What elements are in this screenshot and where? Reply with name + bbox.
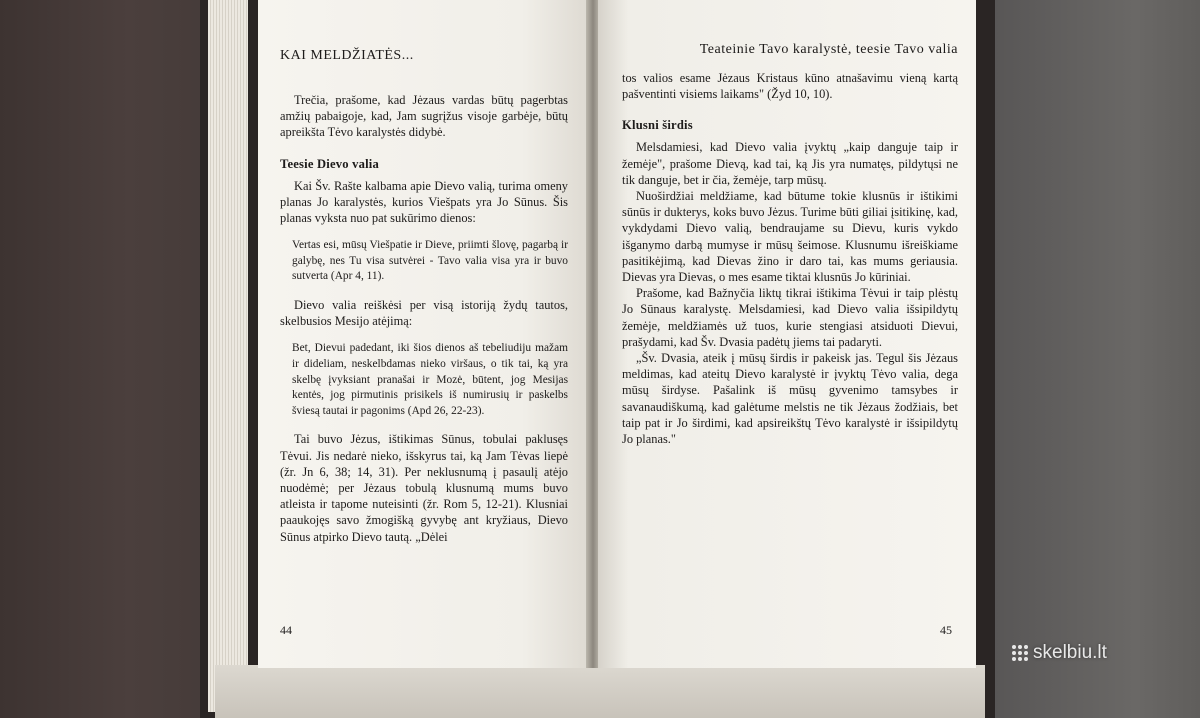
left-page — [258, 0, 588, 668]
paragraph: Kai Šv. Rašte kalbama apie Dievo valią, turima omeny planas Jo karalystės, kurios Viešpats yra Jo Sūnus. Šis planas vyksta nuo pat sukūrimo dienos: — [280, 178, 568, 226]
watermark-text: skelbiu.lt — [1033, 642, 1107, 663]
running-head-right: Teateinie Tavo karalystė, teesie Tavo valia — [699, 42, 958, 57]
block-quote: Bet, Dievui padedant, iki šios dienos aš tebeliudiju mažam ir dideliam, neskelbdamas nieko viršaus, o tik tai, ką yra skelbę įvyksiant pranašai ir Mozė, būtent, jog Mesijas kentės, jog pirmutinis prisikels iš numirusių ir paskelbs šviesą tautai ir pagonims (Apd 26, 22-23). — [292, 342, 568, 417]
section-heading: Klusni širdis — [622, 118, 693, 133]
background-right — [985, 0, 1200, 718]
block-quote: Vertas esi, mūsų Viešpatie ir Dieve, priimti šlovę, pagarbą ir galybę, nes Tu visa sutvėrei - Tavo valia visa yra ir buvo sutverta (Apr 4, 11). — [292, 239, 568, 283]
watermark — [1012, 642, 1107, 664]
right-page — [598, 0, 976, 668]
prayer-paragraph: „Šv. Dvasia, ateik į mūsų širdis ir pakeisk jas. Tegul šis Jėzaus meldimas, kad ateitų Dievo karalystė ir įvyktų Tėvo valia, dega mūsų širdyse. Pašalink iš mūsų gyvenimo tamsybes ir savanaudiškumą, kad galėtume melstis ne tik Jėzaus žodžiais, bet taip pat ir Jo širdimi, kad apsireikštų Tėvo karalystė ir išsipildytų Jo planas." — [622, 351, 958, 447]
paragraph: Nuoširdžiai meldžiame, kad būtume tokie klusnūs ir ištikimi sūnūs ir dukterys, koks buvo Jėzus. Turime būti giliai įsitikinę, kad, vykdydami Dievo valią, bendraujame su Dievu, kuris vykdo išganymo darbą mumyse ir mūsų šeimose. Klusnumu išreiškiame pasitikėjimą, kad Dievas žino ir daro tai, kas mums geriausia. Dievas yra Dievas, o mes esame tiktai klusnūs Jo kūriniai. — [622, 189, 958, 285]
running-head-left: KAI MELDŽIATĖS... — [280, 48, 414, 63]
paragraph: Trečia, prašome, kad Jėzaus vardas būtų pagerbtas amžių pabaigoje, kad, Jam sugrįžus visoje garbėje, būtų apreikšta Tėvo karalystės didybė. — [280, 93, 568, 140]
page-edges-bottom — [215, 665, 985, 718]
paragraph: Dievo valia reiškėsi per visą istoriją žydų tautos, skelbusios Mesijo atėjimą: — [280, 298, 568, 329]
paragraph: tos valios esame Jėzaus Kristaus kūno atnašavimu vieną kartą pašventinti visiems laikams" (Žyd 10, 10). — [622, 71, 958, 102]
paragraph: Tai buvo Jėzus, ištikimas Sūnus, tobulai paklusęs Tėvui. Jis nedarė nieko, išskyrus tai, ką Jam Tėvas liepė (žr. Jn 6, 38; 14, 31). Per neklusnumą į pasaulį atėjo nuodėmė; per Jėzaus tobulą klusnumą mums buvo atleista ir tapome nuteisinti (žr. Rom 5, 12-21). Klusniai paaukojęs savo žmogišką gyvybę ant kryžiaus, Dievo Sūnus atpirko Dievo tautą. „Dėlei — [280, 432, 568, 544]
paragraph: Melsdamiesi, kad Dievo valia įvyktų „kaip danguje taip ir žemėje", prašome Dievą, kad tai, ką Jis yra numatęs, pildytųsi ne tik danguje, bet ir čia, žemėje, tarp mūsų. — [622, 140, 958, 187]
page-number-left: 44 — [280, 623, 292, 637]
page-number-right: 45 — [940, 623, 952, 637]
watermark-logo-icon — [1012, 645, 1028, 661]
page-edges-left — [208, 0, 248, 712]
section-heading: Teesie Dievo valia — [280, 156, 379, 171]
paragraph: Prašome, kad Bažnyčia liktų tikrai ištikima Tėvui ir taip plėstų Jo Sūnaus karalystę. Melsdamiesi, kad Dievo valia išsipildytų žemėje, meldžiamės už tuos, kurie stengiasi atsiduoti Dievui, prašydami, kad Šv. Dvasia padėtų jiems tai padaryti. — [622, 286, 958, 349]
background-left — [0, 0, 215, 718]
